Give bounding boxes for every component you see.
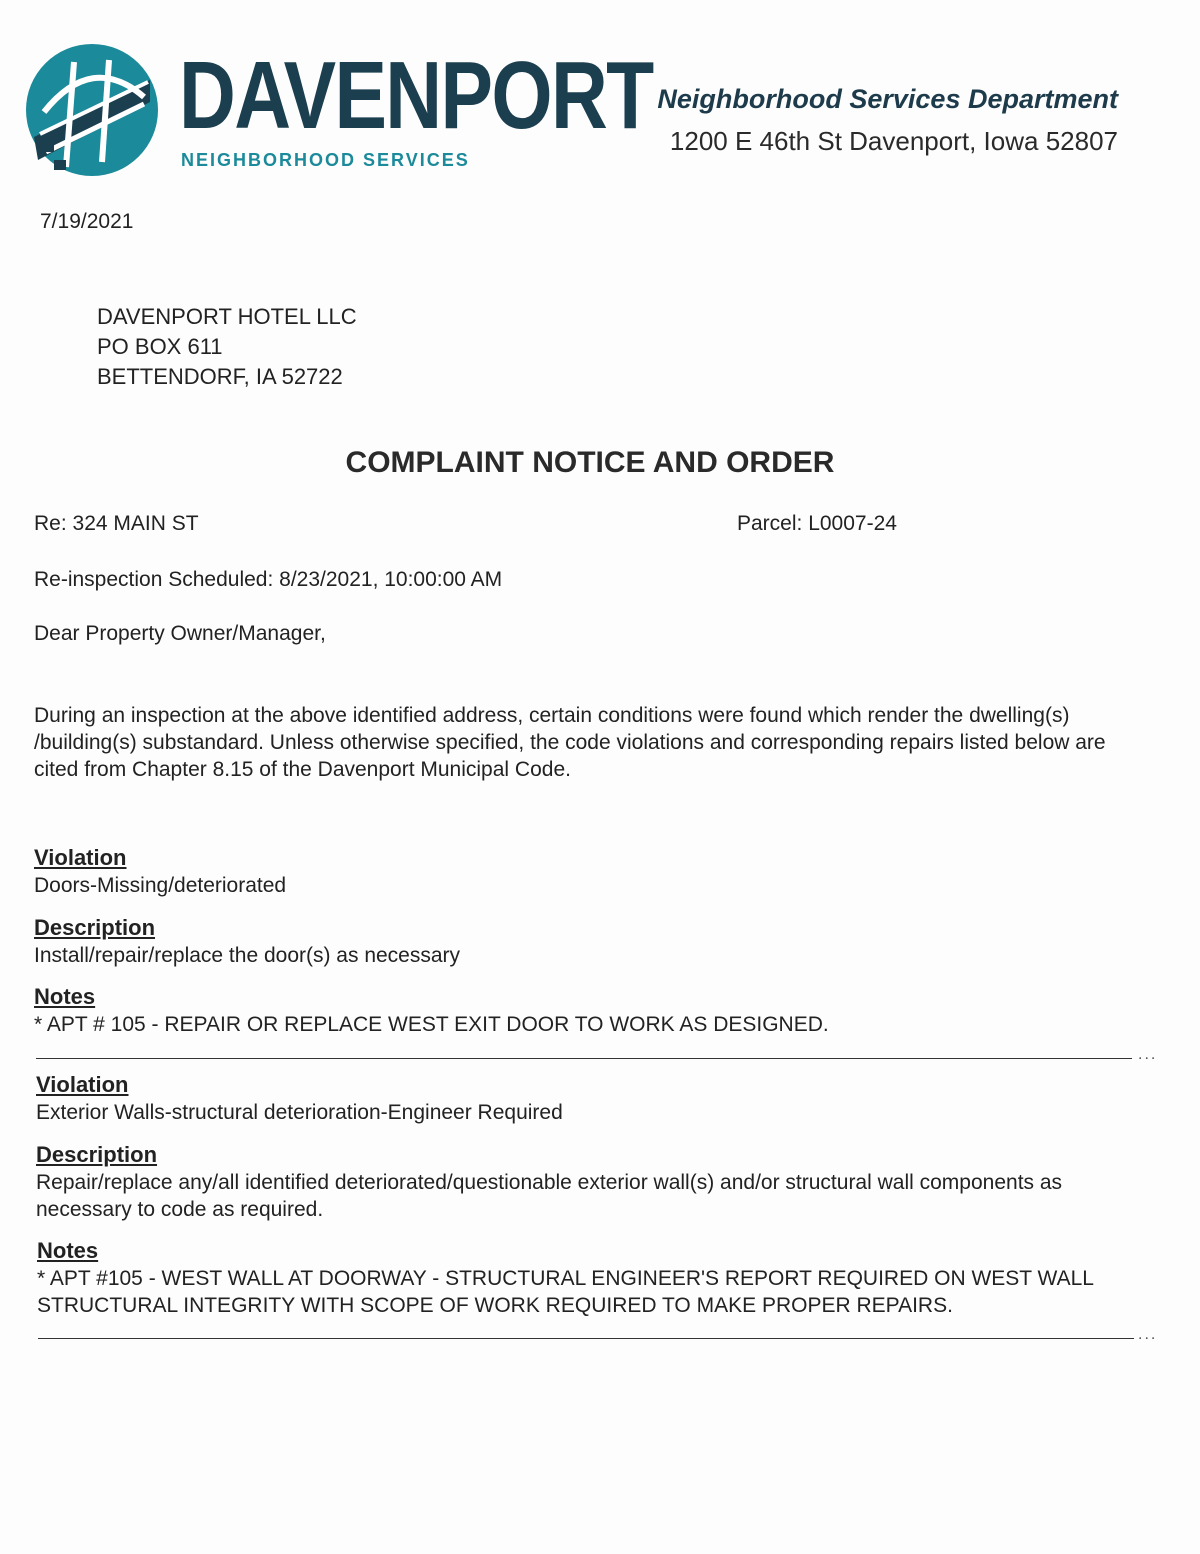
description-label: Description [36, 1142, 158, 1167]
notes-text: * APT #105 - WEST WALL AT DOORWAY - STRUCTURAL ENGINEER'S REPORT REQUIRED ON WEST WALL STRUCTURAL INTEGRITY WITH SCOPE OF WORK REQUIRED TO MAKE PROPER REPAIRS. [37, 1267, 1094, 1317]
violation-block [34, 844, 1154, 899]
violation-text: Doors-Missing/deteriorated [34, 874, 287, 897]
notes-label: Notes [34, 984, 96, 1009]
separator-line [38, 1338, 1134, 1339]
davenport-logo [24, 42, 653, 182]
notes-block [34, 983, 1154, 1038]
bridge-emblem-icon [24, 42, 160, 178]
department-header [657, 80, 1118, 164]
description-block [34, 914, 1154, 969]
notes-text: * APT # 105 - REPAIR OR REPLACE WEST EXIT DOOR TO WORK AS DESIGNED. [34, 1013, 829, 1036]
notes-label: Notes [37, 1238, 99, 1263]
violation-block [36, 1071, 1156, 1126]
description-text: Install/repair/replace the door(s) as necessary [34, 944, 461, 967]
intro-paragraph: During an inspection at the above identified address, certain conditions were found which render the dwelling(s) /building(s) substandard. Unless otherwise specified, the code violations and corresponding repairs listed below are cited from Chapter 8.15 of the Davenport Municipal Code. [34, 704, 1106, 781]
violation-text: Exterior Walls-structural deterioration-Engineer Required [36, 1101, 563, 1124]
document-title: COMPLAINT NOTICE AND ORDER [345, 446, 835, 479]
department-address: 1200 E 46th St Davenport, Iowa 52807 [669, 126, 1118, 156]
notes-block [37, 1237, 1163, 1319]
reinspection-schedule: Re-inspection Scheduled: 8/23/2021, 10:00:00 AM [34, 568, 503, 591]
recipient-address [97, 302, 357, 392]
salutation: Dear Property Owner/Manager, [34, 622, 326, 645]
violation-label: Violation [36, 1072, 129, 1097]
violation-label: Violation [34, 845, 127, 870]
logo-subtitle: NEIGHBORHOOD SERVICES [181, 150, 470, 170]
logo-wordmark: DAVENPORT [179, 42, 653, 149]
description-text: Repair/replace any/all identified deteriorated/questionable exterior wall(s) and/or structural wall components as necessary to code as required. [36, 1171, 1063, 1221]
parcel-number: Parcel: L0007-24 [737, 512, 897, 535]
separator-line [36, 1058, 1132, 1059]
recipient-line-3: BETTENDORF, IA 52722 [97, 364, 343, 389]
re-address: Re: 324 MAIN ST [34, 512, 199, 535]
recipient-line-2: PO BOX 611 [97, 334, 223, 359]
description-block [36, 1141, 1160, 1223]
separator-ellipsis: ... [1138, 1046, 1158, 1063]
description-label: Description [34, 915, 156, 940]
department-name: Neighborhood Services Department [657, 84, 1118, 114]
separator-ellipsis: ... [1138, 1326, 1158, 1343]
letter-date: 7/19/2021 [40, 210, 134, 233]
recipient-line-1: DAVENPORT HOTEL LLC [97, 304, 357, 329]
